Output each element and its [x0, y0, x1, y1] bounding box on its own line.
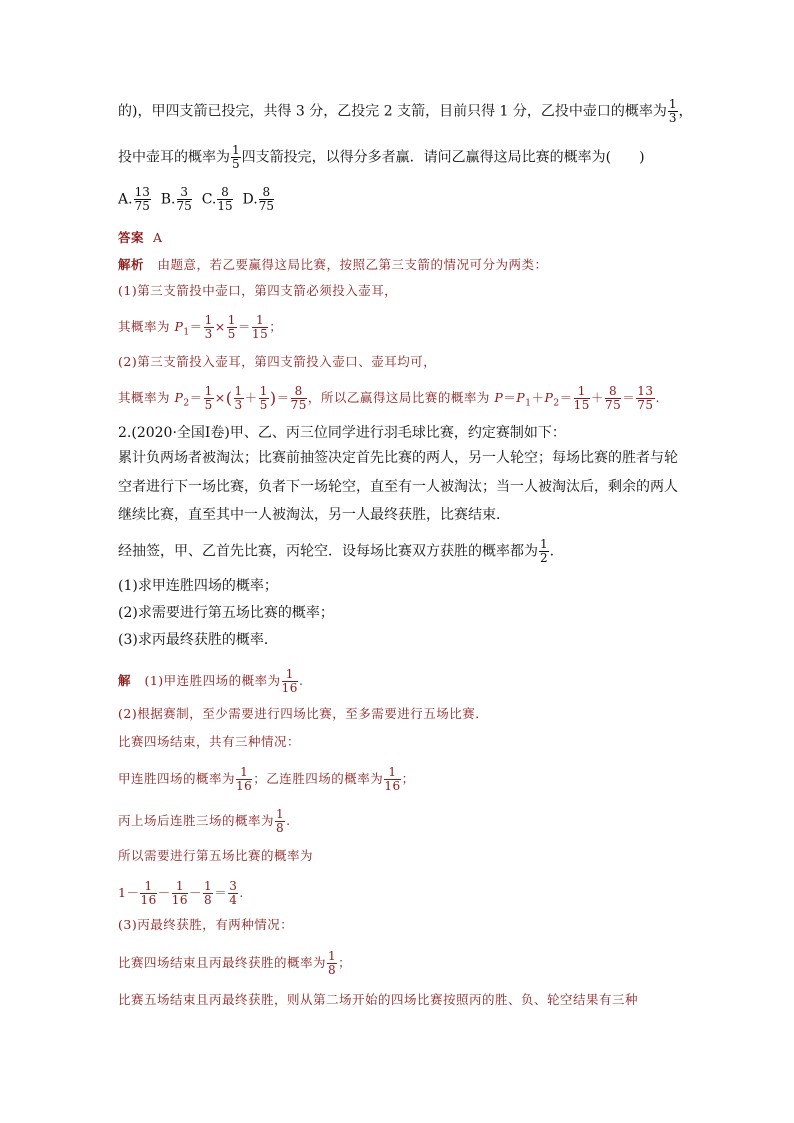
fraction: $\frac{1}{3}$: [668, 97, 677, 125]
question-3: (3)求丙最终获胜的概率．: [118, 632, 278, 648]
p2-solution-7: 1－ $\frac{1}{16}$ － $\frac{1}{16}$ － $\frac{1}{8}$ ＝ $\frac{3}{4}$ .: [118, 879, 244, 907]
answer-line: [118, 228, 163, 248]
p2-solution-10: 比赛五场结束且丙最终获胜，则从第二场开始的四场比赛按照丙的胜、负、轮空结果有三种: [118, 992, 639, 1007]
solution-intro: 解析 由题意，若乙要赢得这局比赛，按照乙第三支箭的情况可分为两类：: [118, 257, 548, 272]
solution-case2: (2)第三支箭投入壶耳，第四支箭投入壶口、壶耳均可，: [118, 354, 437, 369]
solution-case2-formula: 其概率为 $P_2=$ $\frac{1}{5}$ ×( $\frac{1}{3}$ ＋ $\frac{1}{5}$ )＝ $\frac{8}{75}$ ，所以乙赢得这局比赛的概率为 $P=P_1+P_2=$ $\frac{1}{15}$ ＋ $\frac{8}{75}$ ＝ $\frac{13}{75}$ .: [118, 384, 660, 412]
fraction: $\frac{1}{2}$: [540, 537, 548, 565]
answer-label: 答案: [118, 230, 145, 245]
p2-solution-3: 比赛四场结束，共有三种情况：: [118, 734, 301, 749]
answer-value: A: [152, 230, 163, 245]
option-a-value: $\frac{13}{75}$: [134, 185, 150, 213]
solution-case1: (1)第三支箭投中壶口，第四支箭必须投入壶耳，: [118, 283, 398, 298]
problem1-line1: 的)，甲四支箭已投完，共得 3 分，乙投完 2 支箭，目前只得 1 分，乙投中壶口的概率为 $\frac{1}{3}$ ，: [118, 97, 693, 125]
problem2-rule1: 累计负两场者被淘汰；比赛前抽签决定首先比赛的两人，另一人轮空；每场比赛的胜者与轮: [118, 450, 678, 466]
p2-solution-9: 比赛四场结束且丙最终获胜的概率为 $\frac{1}{8}$ ；: [118, 949, 352, 977]
problem2-rule2: 空者进行下一场比赛，负者下一场轮空，直至有一人被淘汰；当一人被淘汰后，剩余的两人: [118, 479, 678, 495]
fraction: $\frac{1}{5}$: [232, 143, 240, 171]
option-d-value: $\frac{8}{75}$: [258, 185, 275, 213]
p2-solution-4: 甲连胜四场的概率为 $\frac{1}{16}$ ；乙连胜四场的概率为 $\frac{1}{16}$ ；: [118, 765, 415, 793]
problem2-rule4: 经抽签，甲、乙首先比赛，丙轮空．设每场比赛双方获胜的概率都为 $\frac{1}{2}$ .: [118, 537, 555, 565]
option-b-value: $\frac{3}{75}$: [176, 185, 192, 213]
problem2-rule3: 继续比赛，直至其中一人被淘汰，另一人最终获胜，比赛结束．: [118, 507, 510, 523]
question-2: (2)求需要进行第五场比赛的概率；: [118, 605, 334, 621]
problem2-title: 2.(2020·全国Ⅰ卷)甲、乙、丙三位同学进行羽毛球比赛，约定赛制如下：: [118, 425, 566, 441]
solution-case1-formula: 其概率为 $P_1=$ $\frac{1}{3}$ × $\frac{1}{5}$ ＝ $\frac{1}{15}$ ；: [118, 313, 283, 341]
p2-solution-1: 解 (1)甲连胜四场的概率为 $\frac{1}{16}$ .: [118, 667, 304, 695]
problem1-line2: 投中壶耳的概率为 $\frac{1}{5}$ 四支箭投完，以得分多者赢．请问乙赢得这局比赛的概率为( ): [118, 143, 645, 171]
p2-solution-2: (2)根据赛制，至少需要进行四场比赛，至多需要进行五场比赛．: [118, 706, 489, 721]
option-c-value: $\frac{8}{15}$: [217, 185, 233, 213]
p2-solution-5: 丙上场后连胜三场的概率为 $\frac{1}{8}$ .: [118, 807, 291, 835]
question-1: (1)求甲连胜四场的概率；: [118, 578, 278, 594]
p2-solution-6: 所以需要进行第五场比赛的概率为: [118, 848, 314, 863]
problem1-options: A. $\frac{13}{75}$ B. $\frac{3}{75}$ C. $\frac{8}{15}$ D. $\frac{8}{75}$: [118, 185, 275, 213]
p2-solution-8: (3)丙最终获胜，有两种情况：: [118, 917, 294, 932]
